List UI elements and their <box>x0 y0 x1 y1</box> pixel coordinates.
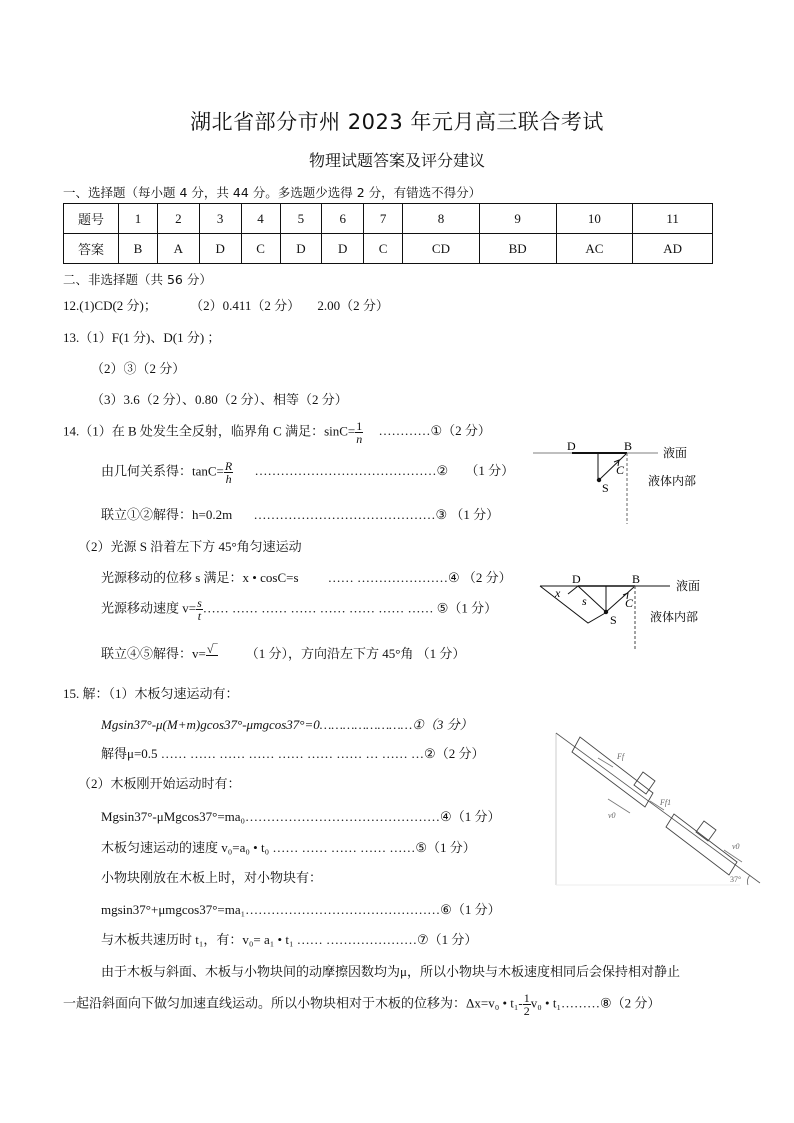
q15-line3: 解得μ=0.5 …… …… …… …… …… …… …… … …… …②（2 分） <box>101 746 485 761</box>
section1-heading: 一、选择题（每小题 4 分，共 44 分。多选题少选得 2 分，有错选不得分） <box>63 185 482 200</box>
q14-part2-line3 <box>101 643 465 662</box>
table-cell: 11 <box>633 204 713 234</box>
label-B: B <box>624 439 633 453</box>
triangle-path <box>540 586 607 623</box>
table-cell: C <box>241 234 280 264</box>
table-cell: 5 <box>280 204 322 234</box>
label-Ff: Ff <box>617 752 625 761</box>
table-row-answers <box>64 234 713 264</box>
label-B: B <box>632 572 641 586</box>
q15-line10: 由于木板与斜面、木板与小物块间的动摩擦因数均为μ，所以小物块与木板速度相同后会保持相对静止 <box>101 964 680 979</box>
board-upper <box>572 737 653 807</box>
page-subtitle: 物理试题答案及评分建议 <box>308 151 485 170</box>
label-angle: 37° <box>730 875 742 884</box>
table-cell: 4 <box>241 204 280 234</box>
q13-line1: 13.（1）F(1 分)、D(1 分) ； <box>63 330 221 345</box>
q14-p2-l1-text: 光源移动的位移 s 满足：x • cosC=s <box>101 570 299 585</box>
numerator: 1 <box>356 419 363 433</box>
table-cell: 1 <box>119 204 158 234</box>
q15-l11-tail: v₀ • t₁………⑧（2 分） <box>530 995 661 1011</box>
label-S: S <box>610 613 617 627</box>
refraction-diagram-2 <box>530 568 740 653</box>
q12-part3: 2.00（2 分） <box>317 298 389 313</box>
numerator: s <box>197 596 202 610</box>
table-cell: CD <box>403 234 480 264</box>
denominator: n <box>356 432 363 446</box>
q13-line3: （3）3.6（2 分）、0.80（2 分）、相等（2 分） <box>91 392 348 407</box>
incline-diagram <box>550 725 770 895</box>
table-cell: 10 <box>556 204 633 234</box>
table-cell: D <box>199 234 241 264</box>
q14-p2-l1-tail: …… …………………④ （2 分） <box>327 570 512 585</box>
table-cell: 3 <box>199 204 241 234</box>
q15-line9: 与木板共速历时 t₁，有：v₀= a₁ • t₁ …… …………………⑦（1 分） <box>101 932 478 947</box>
q15-line6: 木板匀速运动的速度 v₀=a₀ • t₀ …… …… …… …… ……⑤（1 分） <box>101 840 476 855</box>
numerator: 1 <box>523 991 530 1005</box>
fraction <box>523 992 531 1017</box>
label-inside: 液体内部 <box>650 610 699 624</box>
q14-part2-heading: （2）光源 S 沿着左下方 45°角匀速运动 <box>78 539 302 554</box>
label-v0-upper: v0 <box>608 811 616 820</box>
table-cell: AC <box>556 234 633 264</box>
q14-line2-score: （1 分） <box>465 463 515 479</box>
section2-heading: 二、非选择题（共 56 分） <box>63 272 212 287</box>
numerator: R <box>224 459 233 473</box>
table-cell: AD <box>633 234 713 264</box>
label-Ff1: Ff1 <box>660 798 672 807</box>
label-D: D <box>572 572 581 586</box>
light-source-dot <box>597 478 601 482</box>
table-cell: BD <box>479 234 556 264</box>
q15-line2: Mgsin37°-μ(M+m)gcos37°-μmgcos37°=0……………………①（3 分） <box>101 717 473 732</box>
q15-line4: （2）木板刚开始运动时有： <box>78 776 241 791</box>
label-x: x <box>555 586 561 600</box>
row-label: 题号 <box>64 204 119 234</box>
q15-line1: 15. 解：（1）木板匀速运动有： <box>63 686 239 701</box>
velocity-arrow-lower <box>724 850 742 862</box>
table-cell: D <box>322 234 364 264</box>
q12-part2: （2）0.411（2 分） <box>190 298 301 313</box>
q14-line1-text: 14.（1）在 B 处发生全反射，临界角 C 满足：sinC= <box>63 423 356 439</box>
light-source-dot <box>604 610 608 614</box>
numerator: √‾ <box>206 642 218 656</box>
table-row-numbers <box>64 204 713 234</box>
q14-line3-tail: ……………………………………③ （1 分） <box>253 507 500 522</box>
q14-p2-l2-text: 光源移动速度 v= <box>101 600 197 616</box>
q12-part1: 12.(1)CD(2 分)； <box>63 298 157 313</box>
q14-part2-line2 <box>101 597 497 622</box>
denominator: h <box>225 472 232 486</box>
q14-p2-l3-text: 联立④⑤解得：v= <box>101 646 206 661</box>
fraction <box>355 420 363 445</box>
q14-line2-text: 由几何关系得：tanC= <box>101 463 224 479</box>
q15-line7: 小物块刚放在木板上时，对小物块有： <box>101 870 323 885</box>
label-D: D <box>567 439 576 453</box>
table-cell: 9 <box>479 204 556 234</box>
q14-part2-line1 <box>101 567 512 586</box>
fraction <box>196 597 203 622</box>
q14-line2-tail: ……………………………………② <box>254 463 449 479</box>
table-cell: C <box>364 234 403 264</box>
table-cell: B <box>119 234 158 264</box>
label-surface: 液面 <box>676 579 701 593</box>
diagonal-line <box>568 586 578 594</box>
label-s: s <box>582 594 587 608</box>
q14-line1-tail: …………①（2 分） <box>378 423 491 439</box>
q13-line2: （2）③（2 分） <box>91 361 186 376</box>
table-cell: 8 <box>403 204 480 234</box>
label-S: S <box>602 481 609 495</box>
fraction <box>224 460 233 485</box>
q15-l11-text: 一起沿斜面向下做匀加速直线运动。所以小物块相对于木板的位移为：Δx=v₀ • t₁- <box>63 995 523 1011</box>
label-C: C <box>616 463 625 477</box>
fraction <box>206 643 219 656</box>
row-label: 答案 <box>64 234 119 264</box>
table-cell: 2 <box>157 204 199 234</box>
answer-table <box>63 203 713 264</box>
table-cell: D <box>280 234 322 264</box>
label-v0-lower: v0 <box>732 842 740 851</box>
block-upper <box>634 772 655 794</box>
label-C: C <box>625 596 634 610</box>
q15-line11 <box>63 992 660 1017</box>
q15-line8: mgsin37°+μmgcos37°=ma₁………………………………………⑥（1 分） <box>101 902 501 917</box>
incline-surface <box>556 733 760 883</box>
q14-p2-l3-tail: （1 分），方向沿左下方 45°角 （1 分） <box>245 646 466 661</box>
refraction-diagram-1 <box>530 440 740 530</box>
table-cell: 7 <box>364 204 403 234</box>
denominator: t <box>197 609 202 623</box>
q12-line <box>63 295 389 314</box>
q14-line3-text: 联立①②解得：h=0.2m <box>101 507 233 522</box>
table-cell: A <box>157 234 199 264</box>
q14-p2-l2-tail: …… …… …… …… …… …… …… …… ⑤（1 分） <box>202 600 498 616</box>
denominator: 2 <box>523 1004 530 1018</box>
q14-line2 <box>101 460 514 485</box>
board-lower <box>666 814 737 875</box>
label-surface: 液面 <box>663 446 688 460</box>
angle-arc <box>747 875 750 885</box>
page-title: 湖北省部分市州 2023 年元月高三联合考试 <box>190 110 604 134</box>
table-cell: 6 <box>322 204 364 234</box>
q14-line1 <box>63 420 491 445</box>
q14-line3 <box>101 504 499 523</box>
label-inside: 液体内部 <box>648 474 697 488</box>
q15-line5: Mgsin37°-μMgcos37°=ma₀………………………………………④（1 分） <box>101 809 501 824</box>
